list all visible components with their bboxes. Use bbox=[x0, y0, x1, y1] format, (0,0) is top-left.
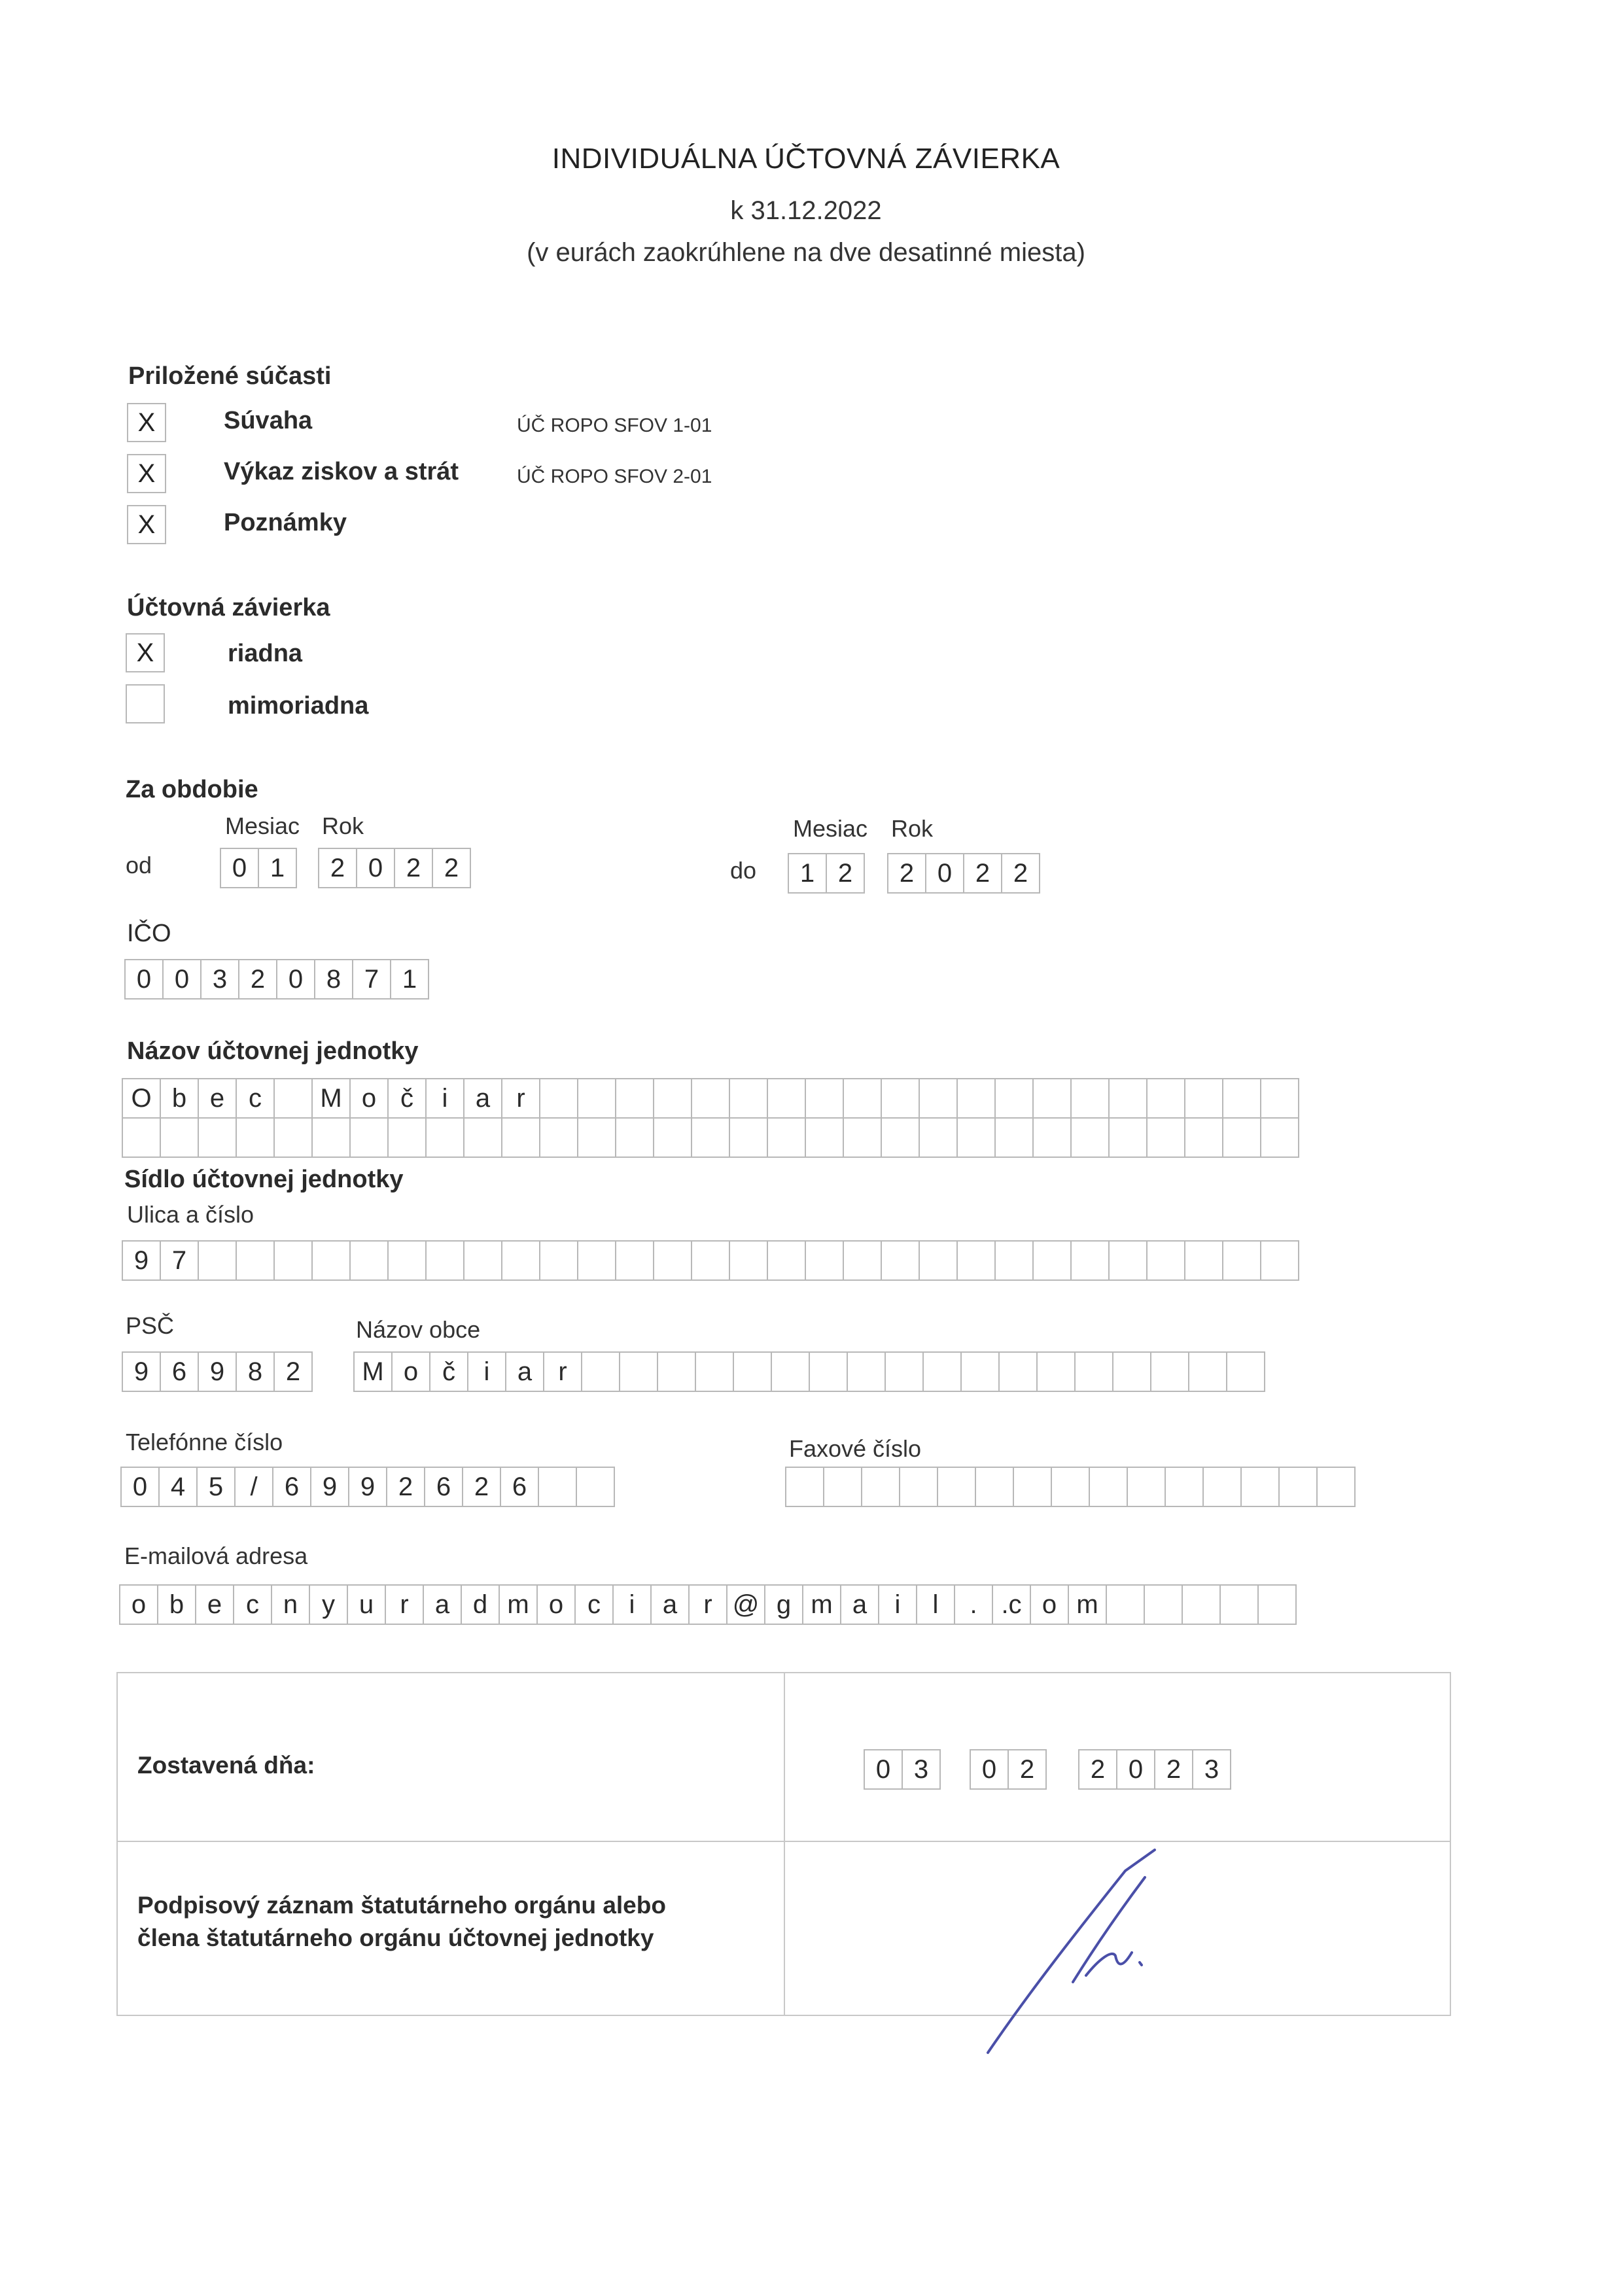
currency-note: (v eurách zaokrúhlene na dve desatinné miesta) bbox=[527, 238, 1085, 267]
char-cell bbox=[311, 1117, 351, 1158]
char-cell: 7 bbox=[160, 1240, 199, 1281]
char-cell bbox=[160, 1117, 199, 1158]
char-cell bbox=[805, 1117, 844, 1158]
char-cell bbox=[1070, 1078, 1110, 1119]
char-cell bbox=[1144, 1584, 1183, 1625]
char-cell bbox=[994, 1240, 1034, 1281]
char-cell: c bbox=[574, 1584, 614, 1625]
phone-field[interactable] bbox=[120, 1467, 615, 1507]
checkbox-suvaha[interactable]: X bbox=[127, 403, 166, 442]
char-cell: č bbox=[429, 1351, 468, 1392]
fax-label: Faxové číslo bbox=[789, 1435, 922, 1462]
digit-cell: 2 bbox=[1001, 853, 1040, 894]
char-cell: M bbox=[353, 1351, 393, 1392]
char-cell bbox=[881, 1117, 920, 1158]
char-cell bbox=[691, 1078, 730, 1119]
char-cell: o bbox=[1030, 1584, 1069, 1625]
char-cell: e bbox=[195, 1584, 234, 1625]
checkbox-mimoriadna[interactable] bbox=[126, 684, 165, 723]
char-cell bbox=[576, 1467, 615, 1507]
compiled-day-field[interactable] bbox=[864, 1749, 941, 1790]
street-label: Ulica a číslo bbox=[127, 1201, 254, 1228]
digit-cell: 0 bbox=[864, 1749, 903, 1790]
label-poznamky: Poznámky bbox=[224, 509, 347, 536]
digit-cell: 1 bbox=[788, 853, 827, 894]
char-cell: r bbox=[688, 1584, 727, 1625]
char-cell bbox=[843, 1078, 882, 1119]
char-cell: 5 bbox=[196, 1467, 236, 1507]
label-riadna: riadna bbox=[228, 640, 303, 667]
digit-cell: 0 bbox=[162, 959, 202, 1000]
to-year-label: Rok bbox=[891, 815, 934, 842]
char-cell bbox=[501, 1117, 540, 1158]
char-cell: 6 bbox=[500, 1467, 539, 1507]
char-cell: i bbox=[878, 1584, 917, 1625]
char-cell bbox=[1074, 1351, 1113, 1392]
digit-cell: 1 bbox=[390, 959, 429, 1000]
char-cell bbox=[1051, 1467, 1090, 1507]
attached-heading: Priložené súčasti bbox=[128, 362, 332, 390]
digit-cell: 2 bbox=[1078, 1749, 1117, 1790]
digit-cell: 2 bbox=[238, 959, 277, 1000]
char-cell bbox=[994, 1078, 1034, 1119]
digit-cell: 0 bbox=[124, 959, 164, 1000]
char-cell bbox=[767, 1117, 806, 1158]
char-cell bbox=[1184, 1117, 1223, 1158]
digit-cell: 0 bbox=[276, 959, 315, 1000]
digit-cell: 2 bbox=[963, 853, 1002, 894]
digit-cell: 1 bbox=[258, 848, 297, 888]
char-cell: 2 bbox=[386, 1467, 425, 1507]
char-cell bbox=[425, 1117, 464, 1158]
char-cell: m bbox=[1068, 1584, 1107, 1625]
char-cell bbox=[1108, 1240, 1148, 1281]
checkbox-vykaz[interactable]: X bbox=[127, 454, 166, 493]
char-cell bbox=[577, 1240, 616, 1281]
digit-cell: 0 bbox=[356, 848, 395, 888]
char-cell bbox=[273, 1240, 313, 1281]
char-cell: y bbox=[309, 1584, 348, 1625]
char-cell bbox=[273, 1078, 313, 1119]
char-cell bbox=[1278, 1467, 1318, 1507]
char-cell: 6 bbox=[272, 1467, 311, 1507]
char-cell bbox=[729, 1078, 768, 1119]
fax-field[interactable] bbox=[785, 1467, 1356, 1507]
from-month-label: Mesiac bbox=[225, 812, 300, 839]
char-cell: i bbox=[467, 1351, 506, 1392]
char-cell: . bbox=[954, 1584, 993, 1625]
char-cell: a bbox=[505, 1351, 544, 1392]
char-cell bbox=[885, 1351, 924, 1392]
phone-label: Telefónne číslo bbox=[126, 1429, 283, 1455]
date-line: k 31.12.2022 bbox=[730, 196, 882, 225]
char-cell: g bbox=[764, 1584, 803, 1625]
char-cell bbox=[881, 1240, 920, 1281]
entity-name-line-1[interactable] bbox=[122, 1078, 1299, 1119]
char-cell bbox=[387, 1117, 427, 1158]
char-cell: b bbox=[160, 1078, 199, 1119]
char-cell bbox=[653, 1078, 692, 1119]
digit-cell: 0 bbox=[925, 853, 964, 894]
char-cell bbox=[236, 1117, 275, 1158]
char-cell: m bbox=[499, 1584, 538, 1625]
city-label: Názov obce bbox=[356, 1316, 481, 1343]
digit-cell: 2 bbox=[826, 853, 865, 894]
char-cell bbox=[198, 1117, 237, 1158]
char-cell bbox=[615, 1240, 654, 1281]
char-cell: b bbox=[157, 1584, 196, 1625]
char-cell: a bbox=[840, 1584, 879, 1625]
char-cell bbox=[1188, 1351, 1227, 1392]
char-cell bbox=[956, 1240, 996, 1281]
char-cell bbox=[1127, 1467, 1166, 1507]
char-cell bbox=[1032, 1078, 1072, 1119]
footer-box bbox=[116, 1672, 1451, 2016]
char-cell bbox=[998, 1351, 1038, 1392]
ico-label: IČO bbox=[127, 920, 171, 947]
char-cell: i bbox=[425, 1078, 464, 1119]
char-cell: l bbox=[916, 1584, 955, 1625]
char-cell bbox=[1146, 1240, 1185, 1281]
char-cell bbox=[349, 1117, 389, 1158]
char-cell bbox=[1222, 1117, 1261, 1158]
char-cell bbox=[805, 1078, 844, 1119]
char-cell: o bbox=[391, 1351, 430, 1392]
char-cell bbox=[823, 1467, 862, 1507]
char-cell bbox=[1260, 1078, 1299, 1119]
street-field[interactable] bbox=[122, 1240, 1299, 1281]
char-cell bbox=[577, 1078, 616, 1119]
char-cell: 6 bbox=[424, 1467, 463, 1507]
char-cell bbox=[733, 1351, 772, 1392]
char-cell bbox=[937, 1467, 976, 1507]
char-cell bbox=[1219, 1584, 1259, 1625]
char-cell bbox=[1032, 1240, 1072, 1281]
digit-cell: 0 bbox=[220, 848, 259, 888]
char-cell bbox=[1070, 1240, 1110, 1281]
char-cell bbox=[539, 1078, 578, 1119]
char-cell bbox=[463, 1240, 502, 1281]
char-cell bbox=[1150, 1351, 1189, 1392]
char-cell bbox=[1108, 1117, 1148, 1158]
entity-name-line-2[interactable] bbox=[122, 1117, 1299, 1158]
city-field[interactable] bbox=[353, 1351, 1265, 1392]
statement-heading: Účtovná závierka bbox=[127, 594, 330, 621]
char-cell bbox=[919, 1240, 958, 1281]
checkbox-poznamky[interactable]: X bbox=[127, 505, 166, 544]
char-cell: e bbox=[198, 1078, 237, 1119]
code-suvaha: ÚČ ROPO SFOV 1-01 bbox=[517, 415, 712, 436]
char-cell bbox=[1226, 1351, 1265, 1392]
char-cell: o bbox=[119, 1584, 158, 1625]
signature-label-line-2: člena štatutárneho orgánu účtovnej jednotky bbox=[137, 1924, 654, 1951]
char-cell bbox=[919, 1117, 958, 1158]
char-cell bbox=[349, 1240, 389, 1281]
char-cell bbox=[1106, 1584, 1145, 1625]
char-cell bbox=[387, 1240, 427, 1281]
digit-cell: 2 bbox=[273, 1351, 313, 1392]
char-cell bbox=[1202, 1467, 1242, 1507]
char-cell bbox=[805, 1240, 844, 1281]
digit-cell: 3 bbox=[200, 959, 239, 1000]
char-cell bbox=[843, 1117, 882, 1158]
char-cell bbox=[538, 1467, 577, 1507]
period-heading: Za obdobie bbox=[126, 776, 258, 803]
char-cell bbox=[653, 1240, 692, 1281]
char-cell bbox=[881, 1078, 920, 1119]
char-cell: u bbox=[347, 1584, 386, 1625]
to-label: do bbox=[730, 857, 757, 884]
psc-label: PSČ bbox=[126, 1312, 175, 1339]
digit-cell: 2 bbox=[1008, 1749, 1047, 1790]
char-cell: 9 bbox=[348, 1467, 387, 1507]
char-cell bbox=[463, 1117, 502, 1158]
char-cell bbox=[899, 1467, 938, 1507]
checkbox-riadna[interactable]: X bbox=[126, 633, 165, 672]
char-cell bbox=[615, 1117, 654, 1158]
char-cell: č bbox=[387, 1078, 427, 1119]
char-cell bbox=[1112, 1351, 1151, 1392]
ico-field[interactable] bbox=[124, 959, 429, 1000]
entity-name-label: Názov účtovnej jednotky bbox=[127, 1037, 419, 1065]
psc-field[interactable] bbox=[122, 1351, 313, 1392]
char-cell: 9 bbox=[310, 1467, 349, 1507]
char-cell bbox=[1070, 1117, 1110, 1158]
char-cell: 4 bbox=[158, 1467, 198, 1507]
digit-cell: 8 bbox=[314, 959, 353, 1000]
char-cell bbox=[539, 1117, 578, 1158]
char-cell bbox=[975, 1467, 1014, 1507]
char-cell bbox=[729, 1240, 768, 1281]
label-suvaha: Súvaha bbox=[224, 407, 313, 434]
digit-cell: 3 bbox=[1192, 1749, 1231, 1790]
char-cell bbox=[960, 1351, 1000, 1392]
char-cell bbox=[311, 1240, 351, 1281]
document-title: INDIVIDUÁLNA ÚČTOVNÁ ZÁVIERKA bbox=[552, 143, 1060, 175]
digit-cell: 0 bbox=[970, 1749, 1009, 1790]
digit-cell: 2 bbox=[887, 853, 926, 894]
char-cell: 2 bbox=[462, 1467, 501, 1507]
email-field[interactable] bbox=[119, 1584, 1297, 1625]
char-cell bbox=[1036, 1351, 1076, 1392]
char-cell bbox=[1146, 1117, 1185, 1158]
char-cell bbox=[1108, 1078, 1148, 1119]
signature-label-line-1: Podpisový záznam štatutárneho orgánu alebo bbox=[137, 1892, 666, 1919]
char-cell bbox=[767, 1078, 806, 1119]
char-cell bbox=[198, 1240, 237, 1281]
char-cell bbox=[653, 1117, 692, 1158]
char-cell: .c bbox=[992, 1584, 1031, 1625]
char-cell: 0 bbox=[120, 1467, 160, 1507]
char-cell bbox=[771, 1351, 810, 1392]
char-cell bbox=[1182, 1584, 1221, 1625]
from-month-field[interactable] bbox=[220, 848, 297, 888]
digit-cell: 9 bbox=[122, 1351, 161, 1392]
char-cell bbox=[1184, 1078, 1223, 1119]
char-cell bbox=[577, 1117, 616, 1158]
digit-cell: 8 bbox=[236, 1351, 275, 1392]
char-cell bbox=[695, 1351, 734, 1392]
compiled-month-field[interactable] bbox=[970, 1749, 1047, 1790]
char-cell bbox=[956, 1117, 996, 1158]
to-year-field[interactable] bbox=[887, 853, 1040, 894]
char-cell: d bbox=[461, 1584, 500, 1625]
char-cell bbox=[861, 1467, 900, 1507]
char-cell: r bbox=[543, 1351, 582, 1392]
char-cell: m bbox=[802, 1584, 841, 1625]
char-cell: r bbox=[385, 1584, 424, 1625]
code-vykaz: ÚČ ROPO SFOV 2-01 bbox=[517, 466, 712, 487]
char-cell bbox=[657, 1351, 696, 1392]
compiled-label: Zostavená dňa: bbox=[137, 1752, 315, 1779]
char-cell: a bbox=[463, 1078, 502, 1119]
address-label: Sídlo účtovnej jednotky bbox=[124, 1166, 404, 1193]
char-cell bbox=[273, 1117, 313, 1158]
char-cell: o bbox=[536, 1584, 576, 1625]
char-cell bbox=[122, 1117, 161, 1158]
from-year-field[interactable] bbox=[318, 848, 471, 888]
char-cell bbox=[1222, 1078, 1261, 1119]
char-cell bbox=[619, 1351, 658, 1392]
char-cell: M bbox=[311, 1078, 351, 1119]
char-cell: a bbox=[650, 1584, 690, 1625]
char-cell bbox=[1260, 1240, 1299, 1281]
char-cell: r bbox=[501, 1078, 540, 1119]
char-cell bbox=[425, 1240, 464, 1281]
label-vykaz: Výkaz ziskov a strát bbox=[224, 458, 459, 485]
char-cell: / bbox=[234, 1467, 273, 1507]
char-cell: a bbox=[423, 1584, 462, 1625]
email-label: E-mailová adresa bbox=[124, 1542, 308, 1569]
char-cell: @ bbox=[726, 1584, 765, 1625]
char-cell: i bbox=[612, 1584, 652, 1625]
compiled-year-field[interactable] bbox=[1078, 1749, 1231, 1790]
char-cell bbox=[1316, 1467, 1356, 1507]
digit-cell: 0 bbox=[1116, 1749, 1155, 1790]
to-month-label: Mesiac bbox=[793, 815, 868, 842]
footer-divider-vertical bbox=[784, 1673, 785, 2015]
digit-cell: 2 bbox=[394, 848, 433, 888]
char-cell: 9 bbox=[122, 1240, 161, 1281]
digit-cell: 2 bbox=[432, 848, 471, 888]
char-cell bbox=[809, 1351, 848, 1392]
digit-cell: 2 bbox=[318, 848, 357, 888]
to-month-field[interactable] bbox=[788, 853, 865, 894]
char-cell bbox=[1222, 1240, 1261, 1281]
char-cell bbox=[922, 1351, 962, 1392]
char-cell bbox=[236, 1240, 275, 1281]
char-cell bbox=[691, 1240, 730, 1281]
char-cell: c bbox=[233, 1584, 272, 1625]
char-cell: n bbox=[271, 1584, 310, 1625]
char-cell bbox=[1165, 1467, 1204, 1507]
signature-image bbox=[975, 1845, 1236, 2061]
char-cell bbox=[843, 1240, 882, 1281]
char-cell bbox=[539, 1240, 578, 1281]
char-cell bbox=[581, 1351, 620, 1392]
char-cell bbox=[1146, 1078, 1185, 1119]
char-cell bbox=[1184, 1240, 1223, 1281]
char-cell bbox=[1089, 1467, 1128, 1507]
char-cell bbox=[767, 1240, 806, 1281]
char-cell bbox=[615, 1078, 654, 1119]
char-cell bbox=[847, 1351, 886, 1392]
char-cell bbox=[729, 1117, 768, 1158]
char-cell bbox=[1260, 1117, 1299, 1158]
digit-cell: 3 bbox=[902, 1749, 941, 1790]
digit-cell: 9 bbox=[198, 1351, 237, 1392]
digit-cell: 2 bbox=[1154, 1749, 1193, 1790]
char-cell bbox=[501, 1240, 540, 1281]
char-cell: o bbox=[349, 1078, 389, 1119]
digit-cell: 7 bbox=[352, 959, 391, 1000]
from-year-label: Rok bbox=[322, 812, 364, 839]
from-label: od bbox=[126, 852, 152, 878]
char-cell: c bbox=[236, 1078, 275, 1119]
char-cell bbox=[785, 1467, 824, 1507]
char-cell bbox=[1257, 1584, 1297, 1625]
char-cell bbox=[691, 1117, 730, 1158]
char-cell bbox=[1032, 1117, 1072, 1158]
char-cell bbox=[1240, 1467, 1280, 1507]
label-mimoriadna: mimoriadna bbox=[228, 692, 369, 720]
char-cell: O bbox=[122, 1078, 161, 1119]
char-cell bbox=[956, 1078, 996, 1119]
char-cell bbox=[994, 1117, 1034, 1158]
char-cell bbox=[1013, 1467, 1052, 1507]
digit-cell: 6 bbox=[160, 1351, 199, 1392]
char-cell bbox=[919, 1078, 958, 1119]
